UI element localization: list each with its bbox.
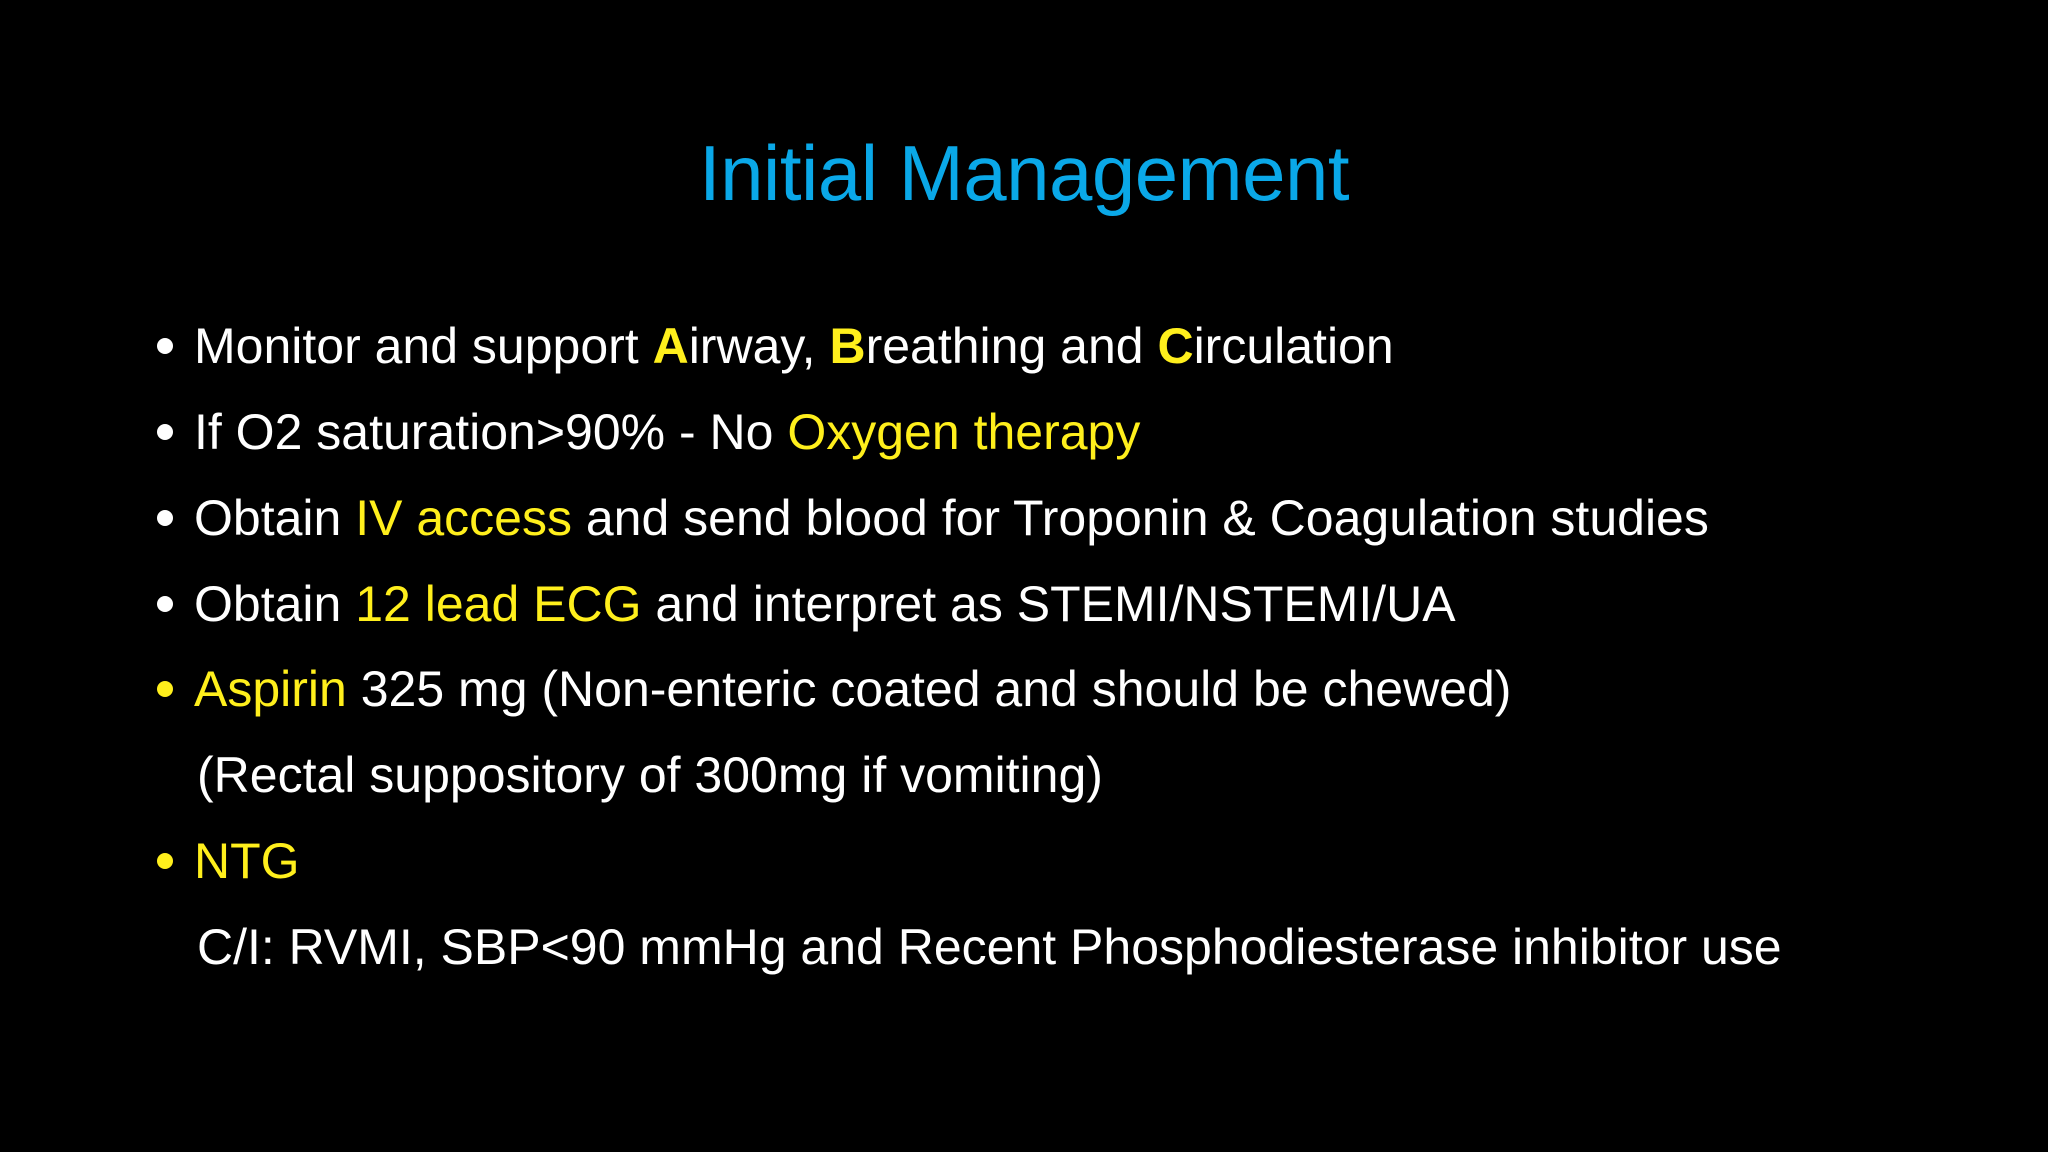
bullet-text: and interpret as STEMI/NSTEMI/UA: [641, 576, 1456, 632]
highlight-letter-b: B: [829, 318, 866, 374]
highlight-text: IV access: [355, 490, 572, 546]
bullet-text: reathing and: [865, 318, 1158, 374]
bullet-item-ntg: [194, 831, 300, 891]
highlight-letter-a: A: [652, 318, 689, 374]
bullet-text: Obtain: [194, 576, 356, 632]
bullet-text: irway,: [688, 318, 830, 374]
bullet-item-ecg: [194, 574, 1456, 634]
bullet-dot: [157, 853, 173, 869]
highlight-letter-c: C: [1157, 318, 1194, 374]
bullet-text: If O2 saturation>90% - No: [194, 404, 788, 460]
bullet-dot: [157, 338, 173, 354]
highlight-text: Aspirin: [194, 661, 347, 717]
bullet-item-oxygen: [194, 402, 1140, 462]
bullet-text: Monitor and support: [194, 318, 653, 374]
bullet-dot: [157, 510, 173, 526]
bullet-item-aspirin: [194, 659, 1511, 719]
highlight-text: 12 lead ECG: [355, 576, 642, 632]
bullet-dot: [157, 596, 173, 612]
bullet-item-iv-access: [194, 488, 1709, 548]
bullet-text: 325 mg (Non-enteric coated and should be chewed): [346, 661, 1512, 717]
highlight-text: NTG: [194, 833, 300, 889]
bullet-dot: [157, 424, 173, 440]
bullet-item-abc: [194, 316, 1394, 376]
highlight-text: Oxygen therapy: [787, 404, 1141, 460]
bullet-continuation-ntg: C/I: RVMI, SBP<90 mmHg and Recent Phosphodiesterase inhibitor use: [197, 919, 1782, 975]
bullet-text: irculation: [1193, 318, 1394, 374]
bullet-dot: [157, 681, 173, 697]
bullet-text: Obtain: [194, 490, 356, 546]
slide-title: Initial Management: [698, 129, 1350, 217]
bullet-text: and send blood for Troponin & Coagulation studies: [571, 490, 1709, 546]
bullet-continuation-aspirin: (Rectal suppository of 300mg if vomiting): [197, 747, 1103, 803]
